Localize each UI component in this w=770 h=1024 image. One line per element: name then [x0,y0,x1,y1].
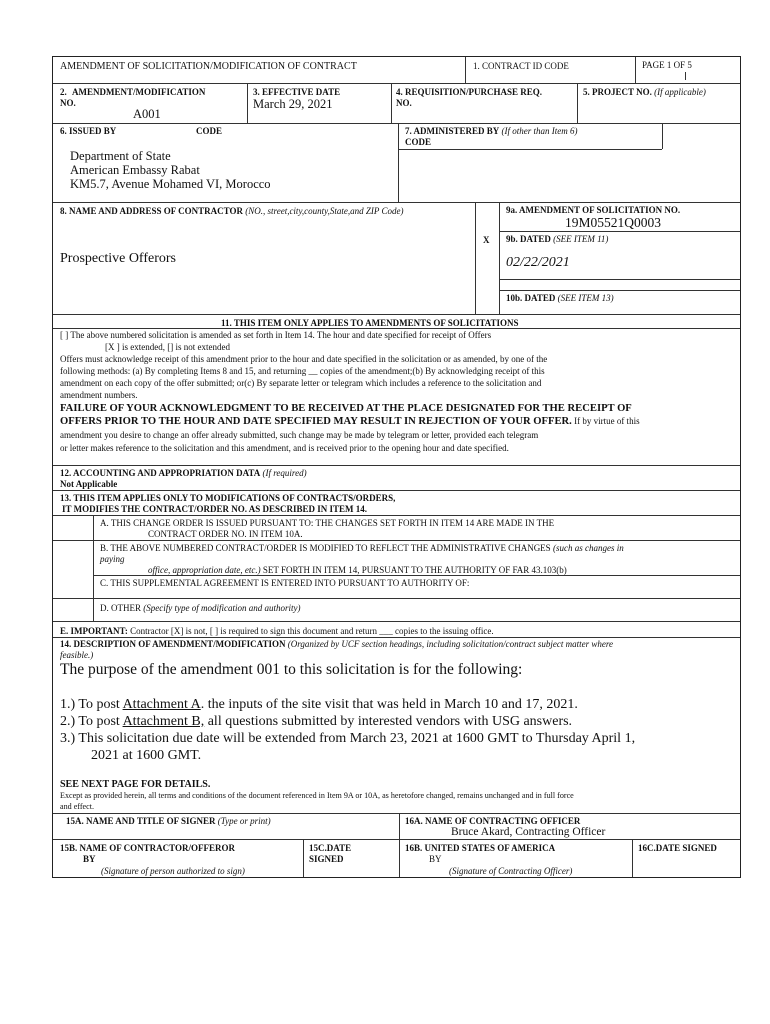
page-tick [685,72,686,80]
except-line1: Except as provided herein, all terms and conditions of the document referenced in Item 9A or 10A, as heretofore changed, remains unchanged and in full force [60,791,574,800]
requisition-label-b: NO. [396,98,412,108]
important-notice: E. IMPORTANT: Contractor [X] is not, [ ] is required to sign this document and return ___ copies to the issuing office. [60,626,494,636]
item13-a-line1: A. THIS CHANGE ORDER IS ISSUED PURSUANT TO: THE CHANGES SET FORTH IN ITEM 14 ARE MADE IN THE [100,518,555,528]
effective-date-label: 3. EFFECTIVE DATE [253,87,341,97]
item11-line8: or letter makes reference to the solicitation and this amendment, and is received prior to the opening hour and date specified. [60,443,509,453]
purpose-item-1: 1.) To post Attachment A. the inputs of the site visit that was held in March 10 and 17, 2021. [60,697,578,712]
item13-d: D. OTHER (Specify type of modification and authority) [100,603,301,613]
item13-b-line2: paying [100,554,125,564]
issued-by-label: 6. ISSUED BY [60,126,117,136]
amendment-label-a: AMENDMENT/MODIFICATION [72,87,206,97]
attachment-b-link[interactable]: Attachment B, [122,714,205,729]
contractor-sig-note: (Signature of person authorized to sign) [101,866,245,876]
amendment-number[interactable]: A001 [133,107,161,121]
contractor-by: BY [83,854,96,864]
item13-b-line1: B. THE ABOVE NUMBERED CONTRACT/ORDER IS MODIFIED TO REFLECT THE ADMINISTRATIVE CHANGES (such as changes in [100,543,624,553]
item11-warning2: OFFERS PRIOR TO THE HOUR AND DATE SPECIFIED MAY RESULT IN REJECTION OF YOUR OFFER. If by virtue of this [60,416,640,427]
amendment-num: 2. [60,87,67,97]
contractor-label: 8. NAME AND ADDRESS OF CONTRACTOR (NO., street,city,county,State,and ZIP Code) [60,206,404,216]
page-label: PAGE 1 OF 5 [642,60,692,70]
contracting-officer-label: 16A. NAME OF CONTRACTING OFFICER [405,816,581,826]
dated-10b-label: 10b. DATED (SEE ITEM 13) [506,293,614,303]
date-signed-16c: 16C.DATE SIGNED [638,843,717,853]
contractor-name[interactable]: Prospective Offerors [60,251,176,266]
purpose-item-2: 2.) To post Attachment B, all questions submitted by interested vendors with USG answers. [60,714,573,729]
item13-heading1: 13. THIS ITEM APPLIES ONLY TO MODIFICATIONS OF CONTRACTS/ORDERS, [60,493,396,503]
requisition-label-a: 4. REQUISITION/PURCHASE REQ. [396,87,543,97]
us-sig-note: (Signature of Contracting Officer) [449,866,573,876]
effective-date[interactable]: March 29, 2021 [253,97,333,111]
item11-line4: following methods: (a) By completing Items 8 and 15, and returning __ copies of the amendment;(b) By acknowledging receipt of this [60,366,545,376]
item13-heading2: IT MODIFIES THE CONTRACT/ORDER NO. AS DESCRIBED IN ITEM 14. [62,504,367,514]
contract-id-label: 1. CONTRACT ID CODE [473,61,569,71]
item14-note2: feasible.) [60,650,94,660]
amendment-solicitation-number[interactable]: 19M05521Q0003 [565,215,662,230]
amendment-label-b: NO. [60,98,76,108]
item11-line3: Offers must acknowledge receipt of this amendment prior to the hour and date specified in the solicitation or as amended, by one of the [60,354,548,364]
issued-code-label: CODE [196,126,223,136]
item13-b-line3: office, appropriation date, etc.) SET FORTH IN ITEM 14, PURSUANT TO THE AUTHORITY OF FAR 43.103(b) [148,565,567,575]
signer-label: 15A. NAME AND TITLE OF SIGNER (Type or print) [66,816,271,826]
amendment-form [52,56,741,878]
administered-label: 7. ADMINISTERED BY (If other than Item 6) [405,126,578,136]
administered-code-label: CODE [405,137,432,147]
item11-line5: amendment on each copy of the offer submitted; or(c) By separate letter or telegram which includes a reference to the solicitation and [60,378,542,388]
solicitation-check-mark[interactable]: X [483,235,490,245]
except-line2: and effect. [60,802,95,811]
us-label: 16B. UNITED STATES OF AMERICA [405,843,556,853]
form-title: AMENDMENT OF SOLICITATION/MODIFICATION OF CONTRACT [60,61,357,72]
issuer-address[interactable]: Department of State American Embassy Rabat KM5.7, Avenue Mohamed VI, Morocco [70,149,271,191]
item11-extended[interactable]: [X ] is extended, [] is not extended [105,342,230,352]
purpose-item-3-line2: 2021 at 1600 GMT. [91,748,202,763]
date-signed-15c-b: SIGNED [309,854,344,864]
item13-a-line2: CONTRACT ORDER NO. IN ITEM 10A. [148,529,303,539]
item11-line6: amendment numbers. [60,390,138,400]
item11-heading: 11. THIS ITEM ONLY APPLIES TO AMENDMENTS OF SOLICITATIONS [221,318,519,328]
item11-warning1: FAILURE OF YOUR ACKNOWLEDGMENT TO BE RECEIVED AT THE PLACE DESIGNATED FOR THE RECEIPT OF [60,403,632,414]
date-signed-15c-a: 15C.DATE [309,843,352,853]
accounting-value[interactable]: Not Applicable [60,479,118,489]
accounting-label: 12. ACCOUNTING AND APPROPRIATION DATA (If required) [60,468,307,478]
purpose-item-3-line1: 3.) This solicitation due date will be extended from March 23, 2021 at 1600 GMT to Thursday April 1, [60,731,636,746]
item11-line7: amendment you desire to change an offer already submitted, such change may be made by telegram or letter, provided each telegram [60,430,539,440]
item14-label: 14. DESCRIPTION OF AMENDMENT/MODIFICATION (Organized by UCF section headings, including solicitation/contract subject matter where [60,639,614,649]
see-next-page: SEE NEXT PAGE FOR DETAILS. [60,779,211,790]
dated-9b-value[interactable]: 02/22/2021 [506,255,570,270]
attachment-a-link[interactable]: Attachment A [122,697,201,712]
us-by: BY [429,854,442,864]
contractor-sig-label: 15B. NAME OF CONTRACTOR/OFFEROR [60,843,236,853]
amendment-purpose: The purpose of the amendment 001 to this solicitation is for the following: [60,661,523,678]
amendment-solicitation-label: 9a. AMENDMENT OF SOLICITATION NO. [506,205,681,215]
project-label: 5. PROJECT NO. (If applicable) [583,87,706,97]
item11-line1: [ ] The above numbered solicitation is amended as set forth in Item 14. The hour and date specified for receipt of Offers [60,330,492,340]
dated-9b-label: 9b. DATED (SEE ITEM 11) [506,234,609,244]
item13-c: C. THIS SUPPLEMENTAL AGREEMENT IS ENTERED INTO PURSUANT TO AUTHORITY OF: [100,578,470,588]
contracting-officer-name[interactable]: Bruce Akard, Contracting Officer [451,826,606,838]
